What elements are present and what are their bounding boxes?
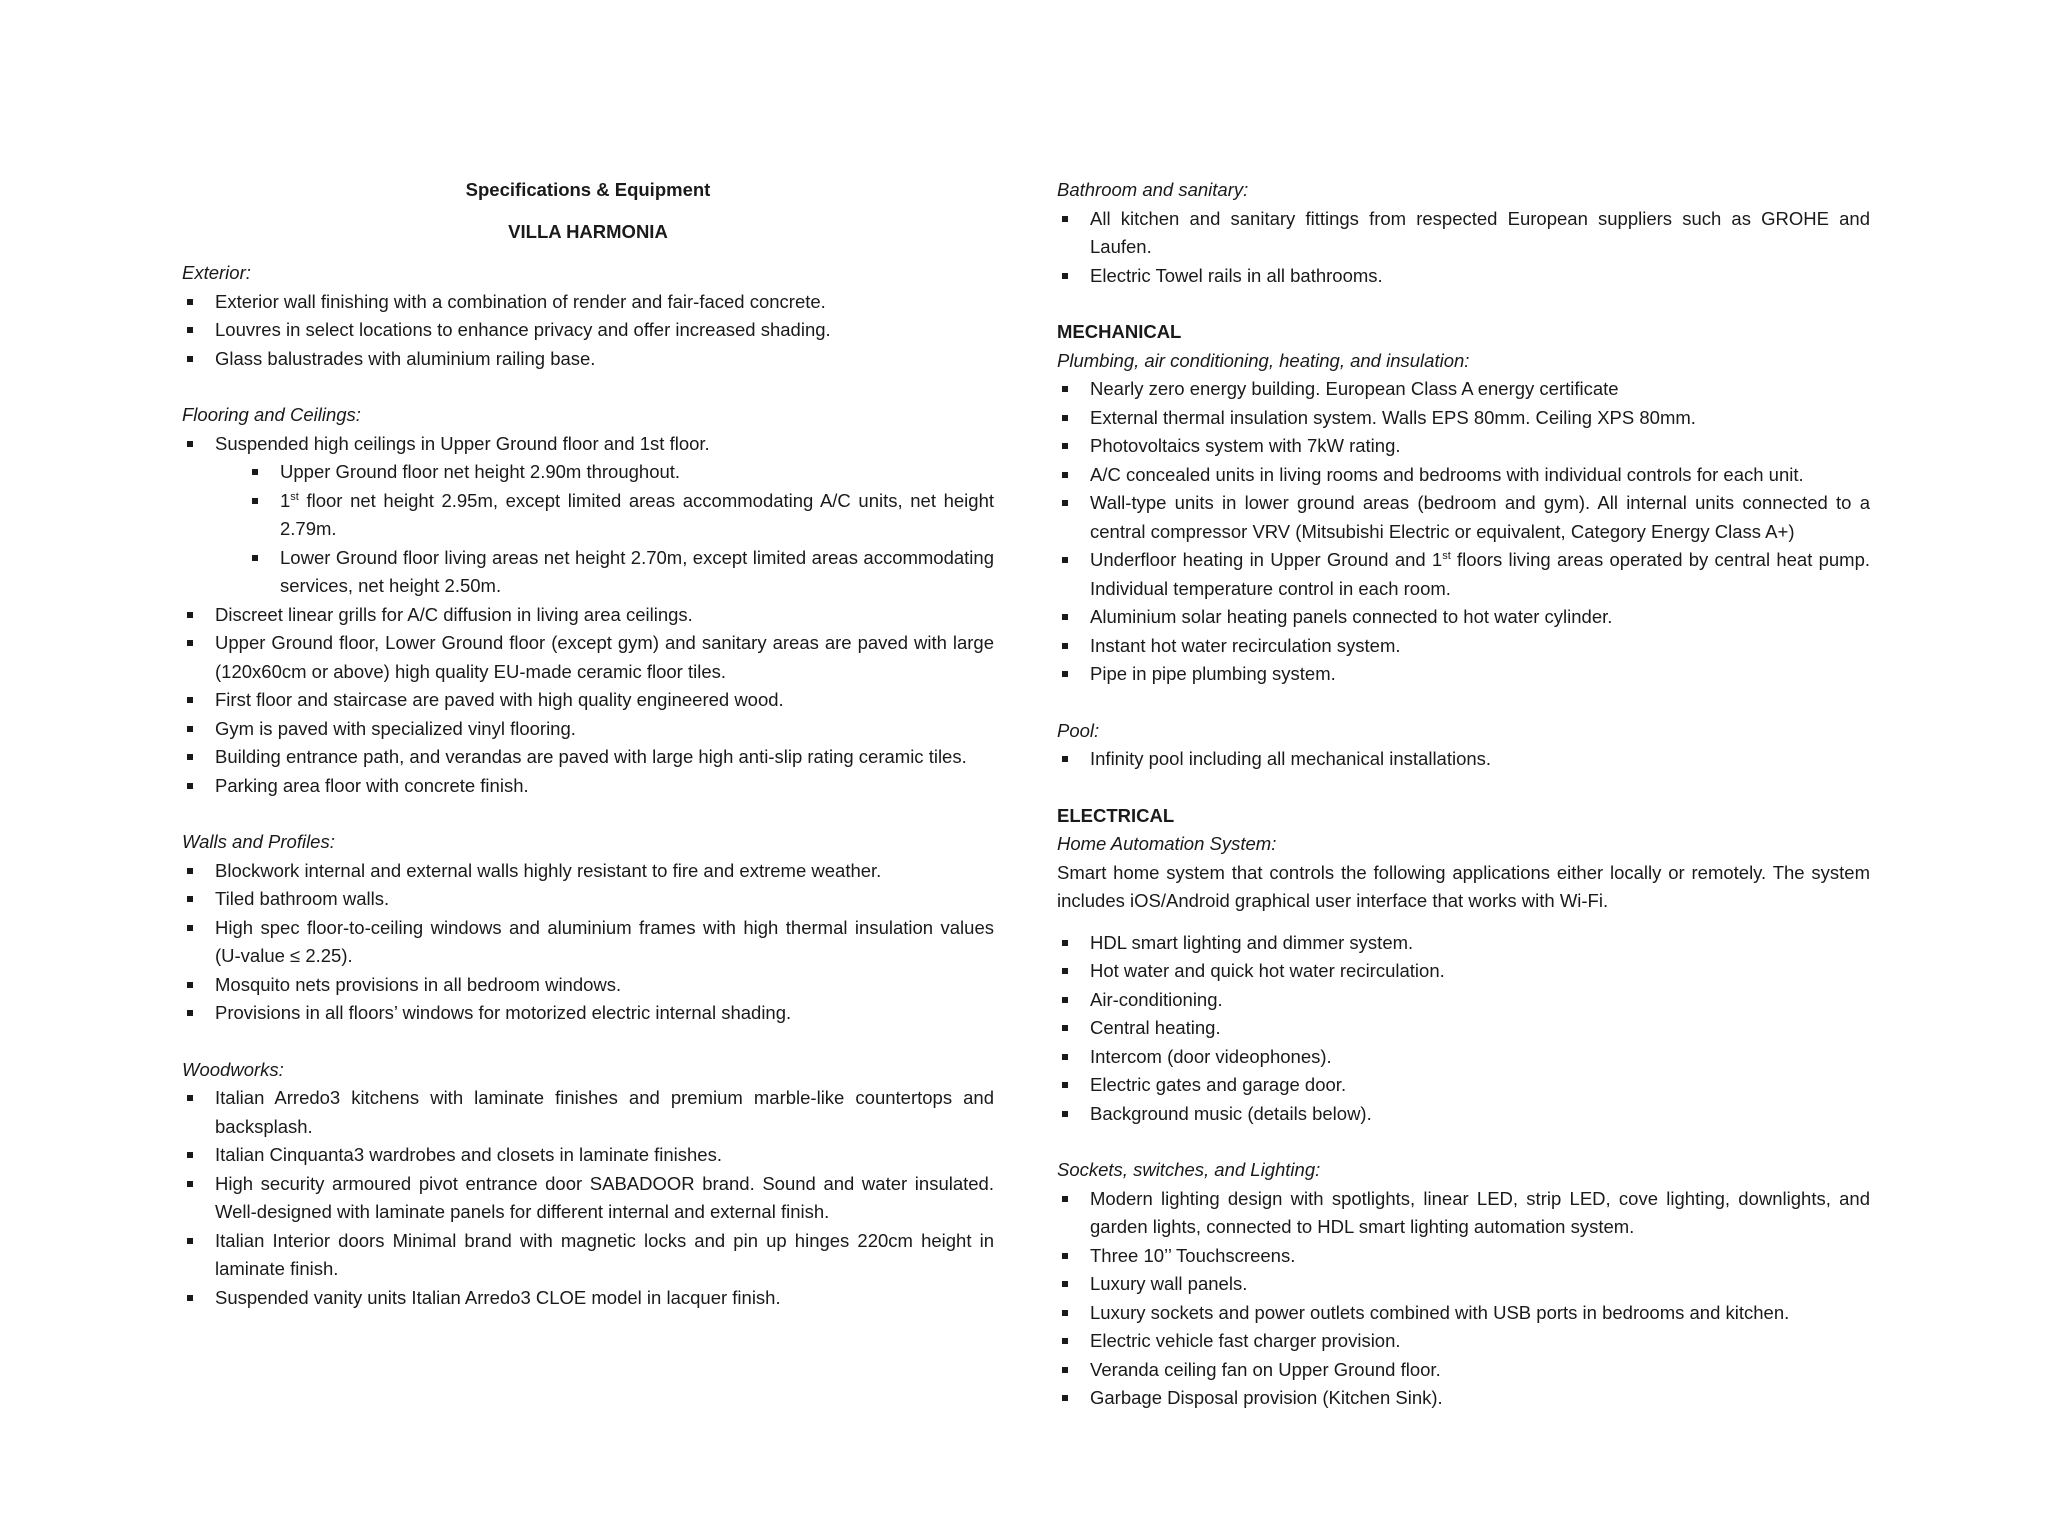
bullet-icon	[187, 1181, 193, 1187]
list-item: Glass balustrades with aluminium railing base.	[182, 345, 994, 374]
list-item: Gym is paved with specialized vinyl flooring.	[182, 715, 994, 744]
list-item: HDL smart lighting and dimmer system.	[1057, 929, 1870, 958]
bullet-icon	[187, 697, 193, 703]
bullet-icon	[1062, 415, 1068, 421]
bullet-icon	[187, 925, 193, 931]
bullet-icon	[187, 1095, 193, 1101]
list-item: Pipe in pipe plumbing system.	[1057, 660, 1870, 689]
mechanical-subheading: Plumbing, air conditioning, heating, and insulation:	[1057, 349, 1470, 371]
list-item: Modern lighting design with spotlights, linear LED, strip LED, cove lighting, downlights, and garden lights, connected to HDL smart lighting automation system.	[1057, 1185, 1870, 1242]
walls-list	[182, 857, 994, 1028]
bullet-icon	[187, 640, 193, 646]
bullet-icon	[1062, 557, 1068, 563]
bullet-icon	[187, 1010, 193, 1016]
list-item: Garbage Disposal provision (Kitchen Sink).	[1057, 1384, 1870, 1413]
bullet-icon	[187, 726, 193, 732]
flooring-heading: Flooring and Ceilings:	[182, 404, 361, 425]
woodworks-list	[182, 1084, 994, 1312]
bullet-icon	[187, 1152, 193, 1158]
ceiling-heights-list	[182, 458, 994, 601]
list-item: Italian Cinquanta3 wardrobes and closets in laminate finishes.	[182, 1141, 994, 1170]
list-item: Lower Ground floor living areas net height 2.70m, except limited areas accommodating services, net height 2.50m.	[182, 544, 994, 601]
bullet-icon	[1062, 500, 1068, 506]
list-item: Wall-type units in lower ground areas (bedroom and gym). All internal units connected to a central compressor VRV (Mitsubishi Electric or equivalent, Category Energy Class A+)	[1057, 489, 1870, 546]
pool-heading: Pool:	[1057, 719, 1100, 741]
bullet-icon	[1062, 997, 1068, 1003]
list-item: Italian Arredo3 kitchens with laminate finishes and premium marble-like countertops and backsplash.	[182, 1084, 994, 1141]
exterior-heading: Exterior:	[182, 262, 251, 283]
bullet-icon	[252, 469, 258, 475]
bullet-icon	[1062, 1196, 1068, 1202]
exterior-list	[182, 288, 994, 374]
list-item: Luxury wall panels.	[1057, 1270, 1870, 1299]
list-item: Photovoltaics system with 7kW rating.	[1057, 432, 1870, 461]
bullet-icon	[187, 896, 193, 902]
list-item: Building entrance path, and verandas are paved with large high anti-slip rating ceramic tiles.	[182, 743, 994, 772]
bathroom-heading: Bathroom and sanitary:	[1057, 179, 1249, 200]
bullet-icon	[187, 327, 193, 333]
bullet-icon	[1062, 940, 1068, 946]
list-item: Electric vehicle fast charger provision.	[1057, 1327, 1870, 1356]
home-automation-heading: Home Automation System:	[1057, 833, 1277, 854]
list-item: First floor and staircase are paved with high quality engineered wood.	[182, 686, 994, 715]
bullet-icon	[1062, 756, 1068, 762]
list-item: Underfloor heating in Upper Ground and 1st floors living areas operated by central heat pump. Individual temperature control in each room.	[1057, 546, 1870, 603]
list-item: Three 10’’ Touchscreens.	[1057, 1242, 1870, 1271]
list-item: Upper Ground floor, Lower Ground floor (except gym) and sanitary areas are paved with large (120x60cm or above) high quality EU-made ceramic floor tiles.	[182, 629, 994, 686]
list-item: 1st floor net height 2.95m, except limited areas accommodating A/C units, net height 2.79m.	[182, 487, 994, 544]
bullet-icon	[1062, 1310, 1068, 1316]
bullet-icon	[1062, 671, 1068, 677]
list-item: External thermal insulation system. Walls EPS 80mm. Ceiling XPS 80mm.	[1057, 404, 1870, 433]
bullet-icon	[1062, 1281, 1068, 1287]
bullet-icon	[1062, 968, 1068, 974]
right-column	[1057, 176, 1870, 1413]
bullet-icon	[1062, 216, 1068, 222]
bullet-icon	[187, 1295, 193, 1301]
list-item: Hot water and quick hot water recirculation.	[1057, 957, 1870, 986]
bullet-icon	[187, 982, 193, 988]
list-item: Intercom (door videophones).	[1057, 1043, 1870, 1072]
list-item: Discreet linear grills for A/C diffusion in living area ceilings.	[182, 601, 994, 630]
bullet-icon	[1062, 1082, 1068, 1088]
list-item: Electric Towel rails in all bathrooms.	[1057, 262, 1870, 291]
sockets-heading: Sockets, switches, and Lighting:	[1057, 1159, 1321, 1180]
bullet-icon	[1062, 1025, 1068, 1031]
list-item: Italian Interior doors Minimal brand with magnetic locks and pin up hinges 220cm height in laminate finish.	[182, 1227, 994, 1284]
list-item: Aluminium solar heating panels connected to hot water cylinder.	[1057, 603, 1870, 632]
electrical-heading: ELECTRICAL	[1057, 804, 1175, 826]
sockets-list	[1057, 1185, 1870, 1413]
walls-heading: Walls and Profiles:	[182, 831, 335, 852]
bullet-icon	[1062, 1367, 1068, 1373]
list-item: A/C concealed units in living rooms and bedrooms with individual controls for each unit.	[1057, 461, 1870, 490]
list-item: Blockwork internal and external walls highly resistant to fire and extreme weather.	[182, 857, 994, 886]
list-item: Exterior wall finishing with a combination of render and fair-faced concrete.	[182, 288, 994, 317]
list-item: Air-conditioning.	[1057, 986, 1870, 1015]
villa-name: VILLA HARMONIA	[508, 220, 668, 242]
list-item: Tiled bathroom walls.	[182, 885, 994, 914]
home-automation-paragraph: Smart home system that controls the following applications either locally or remotely. The system includes iOS/Android graphical user interface that works with Wi-Fi.	[1057, 861, 1870, 911]
list-item: High spec floor-to-ceiling windows and aluminium frames with high thermal insulation values (U-value ≤ 2.25).	[182, 914, 994, 971]
mechanical-list	[1057, 375, 1870, 689]
list-item: All kitchen and sanitary fittings from respected European suppliers such as GROHE and Laufen.	[1057, 205, 1870, 262]
list-item: Parking area floor with concrete finish.	[182, 772, 994, 801]
list-item: Louvres in select locations to enhance privacy and offer increased shading.	[182, 316, 994, 345]
left-column	[182, 176, 994, 1312]
bullet-icon	[1062, 614, 1068, 620]
list-item: Mosquito nets provisions in all bedroom windows.	[182, 971, 994, 1000]
home-automation-list	[1057, 929, 1870, 1129]
list-item: Electric gates and garage door.	[1057, 1071, 1870, 1100]
flooring-list-cont	[182, 601, 994, 801]
list-item: Background music (details below).	[1057, 1100, 1870, 1129]
document-title: Specifications & Equipment	[465, 179, 711, 200]
bullet-icon	[187, 1238, 193, 1244]
bullet-icon	[187, 754, 193, 760]
bullet-icon	[187, 612, 193, 618]
bullet-icon	[252, 498, 258, 504]
list-item: Central heating.	[1057, 1014, 1870, 1043]
list-item: Infinity pool including all mechanical installations.	[1057, 745, 1870, 774]
bullet-icon	[1062, 1253, 1068, 1259]
bullet-icon	[1062, 472, 1068, 478]
bullet-icon	[187, 868, 193, 874]
list-item: High security armoured pivot entrance door SABADOOR brand. Sound and water insulated. Well-designed with laminate panels for different internal and external finish.	[182, 1170, 994, 1227]
list-item: Instant hot water recirculation system.	[1057, 632, 1870, 661]
flooring-list	[182, 430, 994, 459]
bullet-icon	[1062, 643, 1068, 649]
list-item: Provisions in all floors’ windows for motorized electric internal shading.	[182, 999, 994, 1028]
mechanical-heading: MECHANICAL	[1057, 321, 1182, 342]
bullet-icon	[252, 555, 258, 561]
bullet-icon	[187, 356, 193, 362]
bullet-icon	[187, 783, 193, 789]
bullet-icon	[187, 441, 193, 447]
bullet-icon	[1062, 1395, 1068, 1401]
bullet-icon	[187, 299, 193, 305]
bullet-icon	[1062, 1338, 1068, 1344]
list-item: Upper Ground floor net height 2.90m throughout.	[182, 458, 994, 487]
list-item: Luxury sockets and power outlets combined with USB ports in bedrooms and kitchen.	[1057, 1299, 1870, 1328]
list-item: Suspended vanity units Italian Arredo3 CLOE model in lacquer finish.	[182, 1284, 994, 1313]
bullet-icon	[1062, 1054, 1068, 1060]
bullet-icon	[1062, 386, 1068, 392]
list-item: Suspended high ceilings in Upper Ground floor and 1st floor.	[182, 430, 994, 459]
woodworks-heading: Woodworks:	[182, 1058, 284, 1080]
list-item: Nearly zero energy building. European Class A energy certificate	[1057, 375, 1870, 404]
bullet-icon	[1062, 443, 1068, 449]
bathroom-list	[1057, 205, 1870, 291]
bullet-icon	[1062, 273, 1068, 279]
pool-list	[1057, 745, 1870, 774]
list-item: Veranda ceiling fan on Upper Ground floor.	[1057, 1356, 1870, 1385]
bullet-icon	[1062, 1111, 1068, 1117]
